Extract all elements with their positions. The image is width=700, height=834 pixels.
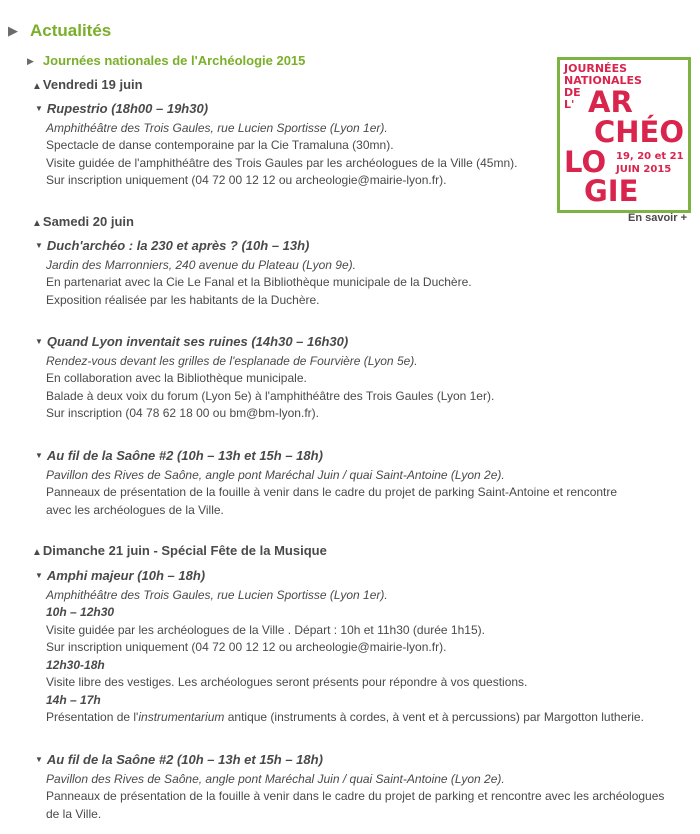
- event-item: [35, 100, 685, 190]
- event-title[interactable]: ▼ Amphi majeur (10h – 18h): [35, 568, 206, 583]
- event-line: En partenariat avec la Cie Le Fanal et la Bibliothèque municipale de la Duchère.: [46, 275, 472, 289]
- event-item: [35, 333, 685, 423]
- event-line: de la Ville.: [46, 806, 102, 821]
- event-item: [35, 751, 685, 823]
- event-title[interactable]: ▼ Au fil de la Saône #2 (10h – 13h et 15h – 18h): [35, 448, 323, 463]
- poster-gie: GIE: [584, 174, 639, 208]
- event-line: Présentation de l'instrumentarium antique (instruments à cordes, à vent et à percussions) par Margotton lutherie.: [46, 710, 644, 724]
- time-slot: 10h – 12h30: [46, 605, 115, 619]
- triangle-right-icon: ▶: [8, 23, 18, 38]
- poster-line: L': [564, 98, 575, 111]
- event-item: [35, 567, 685, 727]
- event-line: Sur inscription (04 78 62 18 00 ou bm@bm-lyon.fr).: [46, 406, 319, 420]
- time-slot: 12h30-18h: [46, 657, 105, 672]
- poster-cheo: CHÉO: [594, 115, 685, 149]
- poster-lo: LO: [564, 145, 607, 179]
- poster-line: NATIONALES: [564, 74, 642, 87]
- section-title: Actualités: [30, 21, 112, 40]
- event-line: Visite guidée par les archéologues de la Ville . Départ : 10h et 11h30 (durée 1h15).: [46, 622, 485, 637]
- event-line: avec les archéologues de la Ville.: [46, 502, 224, 517]
- event-line: Sur inscription uniquement (04 72 00 12 12 ou archeologie@mairie-lyon.fr).: [46, 173, 447, 187]
- event-line: Spectacle de danse contemporaine par la Cie Tramaluna (30mn).: [46, 138, 394, 152]
- caret-down-icon: ▼: [35, 755, 43, 764]
- caret-down-icon: ▼: [35, 241, 43, 250]
- event-place: Pavillon des Rives de Saône, angle pont Maréchal Juin / quai Saint-Antoine (Lyon 2e).: [46, 467, 505, 482]
- event-line: Panneaux de présentation de la fouille à venir dans le cadre du projet de parking et rencontre avec les archéologues: [46, 789, 665, 803]
- event-item: [35, 447, 685, 519]
- caret-down-icon: ▼: [35, 104, 43, 113]
- triangle-right-icon: ▶: [27, 56, 34, 66]
- subsection-header[interactable]: [27, 53, 305, 68]
- event-place: Jardin des Marronniers, 240 avenue du Plateau (Lyon 9e).: [46, 257, 356, 272]
- caret-down-icon: ▼: [35, 571, 43, 580]
- event-line: Exposition réalisée par les habitants de la Duchère.: [46, 292, 320, 307]
- more-link[interactable]: En savoir +: [628, 212, 688, 224]
- caret-up-icon: ▲: [32, 81, 42, 92]
- event-place: Rendez-vous devant les grilles de l'esplanade de Fourvière (Lyon 5e).: [46, 353, 418, 368]
- event-line: Panneaux de présentation de la fouille à venir dans le cadre du projet de parking Saint-Antoine et rencontre: [46, 485, 618, 499]
- poster-line: DE: [564, 86, 581, 99]
- caret-down-icon: ▼: [35, 451, 43, 460]
- event-title[interactable]: ▼ Rupestrio (18h00 – 19h30): [35, 101, 209, 116]
- event-title[interactable]: ▼ Quand Lyon inventait ses ruines (14h30 – 16h30): [35, 334, 349, 349]
- poster-line: JOURNÉES: [564, 62, 628, 75]
- day-heading[interactable]: ▲Samedi 20 juin: [32, 214, 134, 229]
- event-place: Amphithéâtre des Trois Gaules, rue Lucien Sportisse (Lyon 1er).: [46, 587, 388, 602]
- event-line: Visite guidée de l'amphithéâtre des Trois Gaules par les archéologues de la Ville (45mn).: [46, 155, 518, 170]
- day-heading[interactable]: ▲Vendredi 19 juin: [32, 77, 143, 92]
- caret-down-icon: ▼: [35, 337, 43, 346]
- caret-up-icon: ▲: [32, 547, 42, 558]
- section-header[interactable]: [8, 21, 111, 41]
- event-title[interactable]: ▼ Duch'archéo : la 230 et après ? (10h – 13h): [35, 238, 310, 253]
- event-line: Balade à deux voix du forum (Lyon 5e) à l'amphithéâtre des Trois Gaules (Lyon 1er).: [46, 388, 495, 403]
- event-place: Pavillon des Rives de Saône, angle pont Maréchal Juin / quai Saint-Antoine (Lyon 2e).: [46, 771, 505, 786]
- event-item: [35, 237, 685, 309]
- event-line: Visite libre des vestiges. Les archéologues seront présents pour répondre à vos questions.: [46, 675, 528, 689]
- poster-dates: 19, 20 et 21: [616, 151, 684, 162]
- day-heading[interactable]: ▲Dimanche 21 juin - Spécial Fête de la Musique: [32, 543, 327, 558]
- caret-up-icon: ▲: [32, 218, 42, 229]
- event-line: Sur inscription uniquement (04 72 00 12 12 ou archeologie@mairie-lyon.fr).: [46, 640, 447, 654]
- event-place: Amphithéâtre des Trois Gaules, rue Lucien Sportisse (Lyon 1er).: [46, 120, 388, 135]
- poster-month: JUIN 2015: [616, 164, 672, 175]
- event-line: En collaboration avec la Bibliothèque municipale.: [46, 371, 307, 385]
- poster-ar: AR: [588, 85, 633, 119]
- subsection-title: Journées nationales de l'Archéologie 2015: [42, 53, 306, 68]
- event-title[interactable]: ▼ Au fil de la Saône #2 (10h – 13h et 15h – 18h): [35, 752, 323, 767]
- time-slot: 14h – 17h: [46, 692, 101, 707]
